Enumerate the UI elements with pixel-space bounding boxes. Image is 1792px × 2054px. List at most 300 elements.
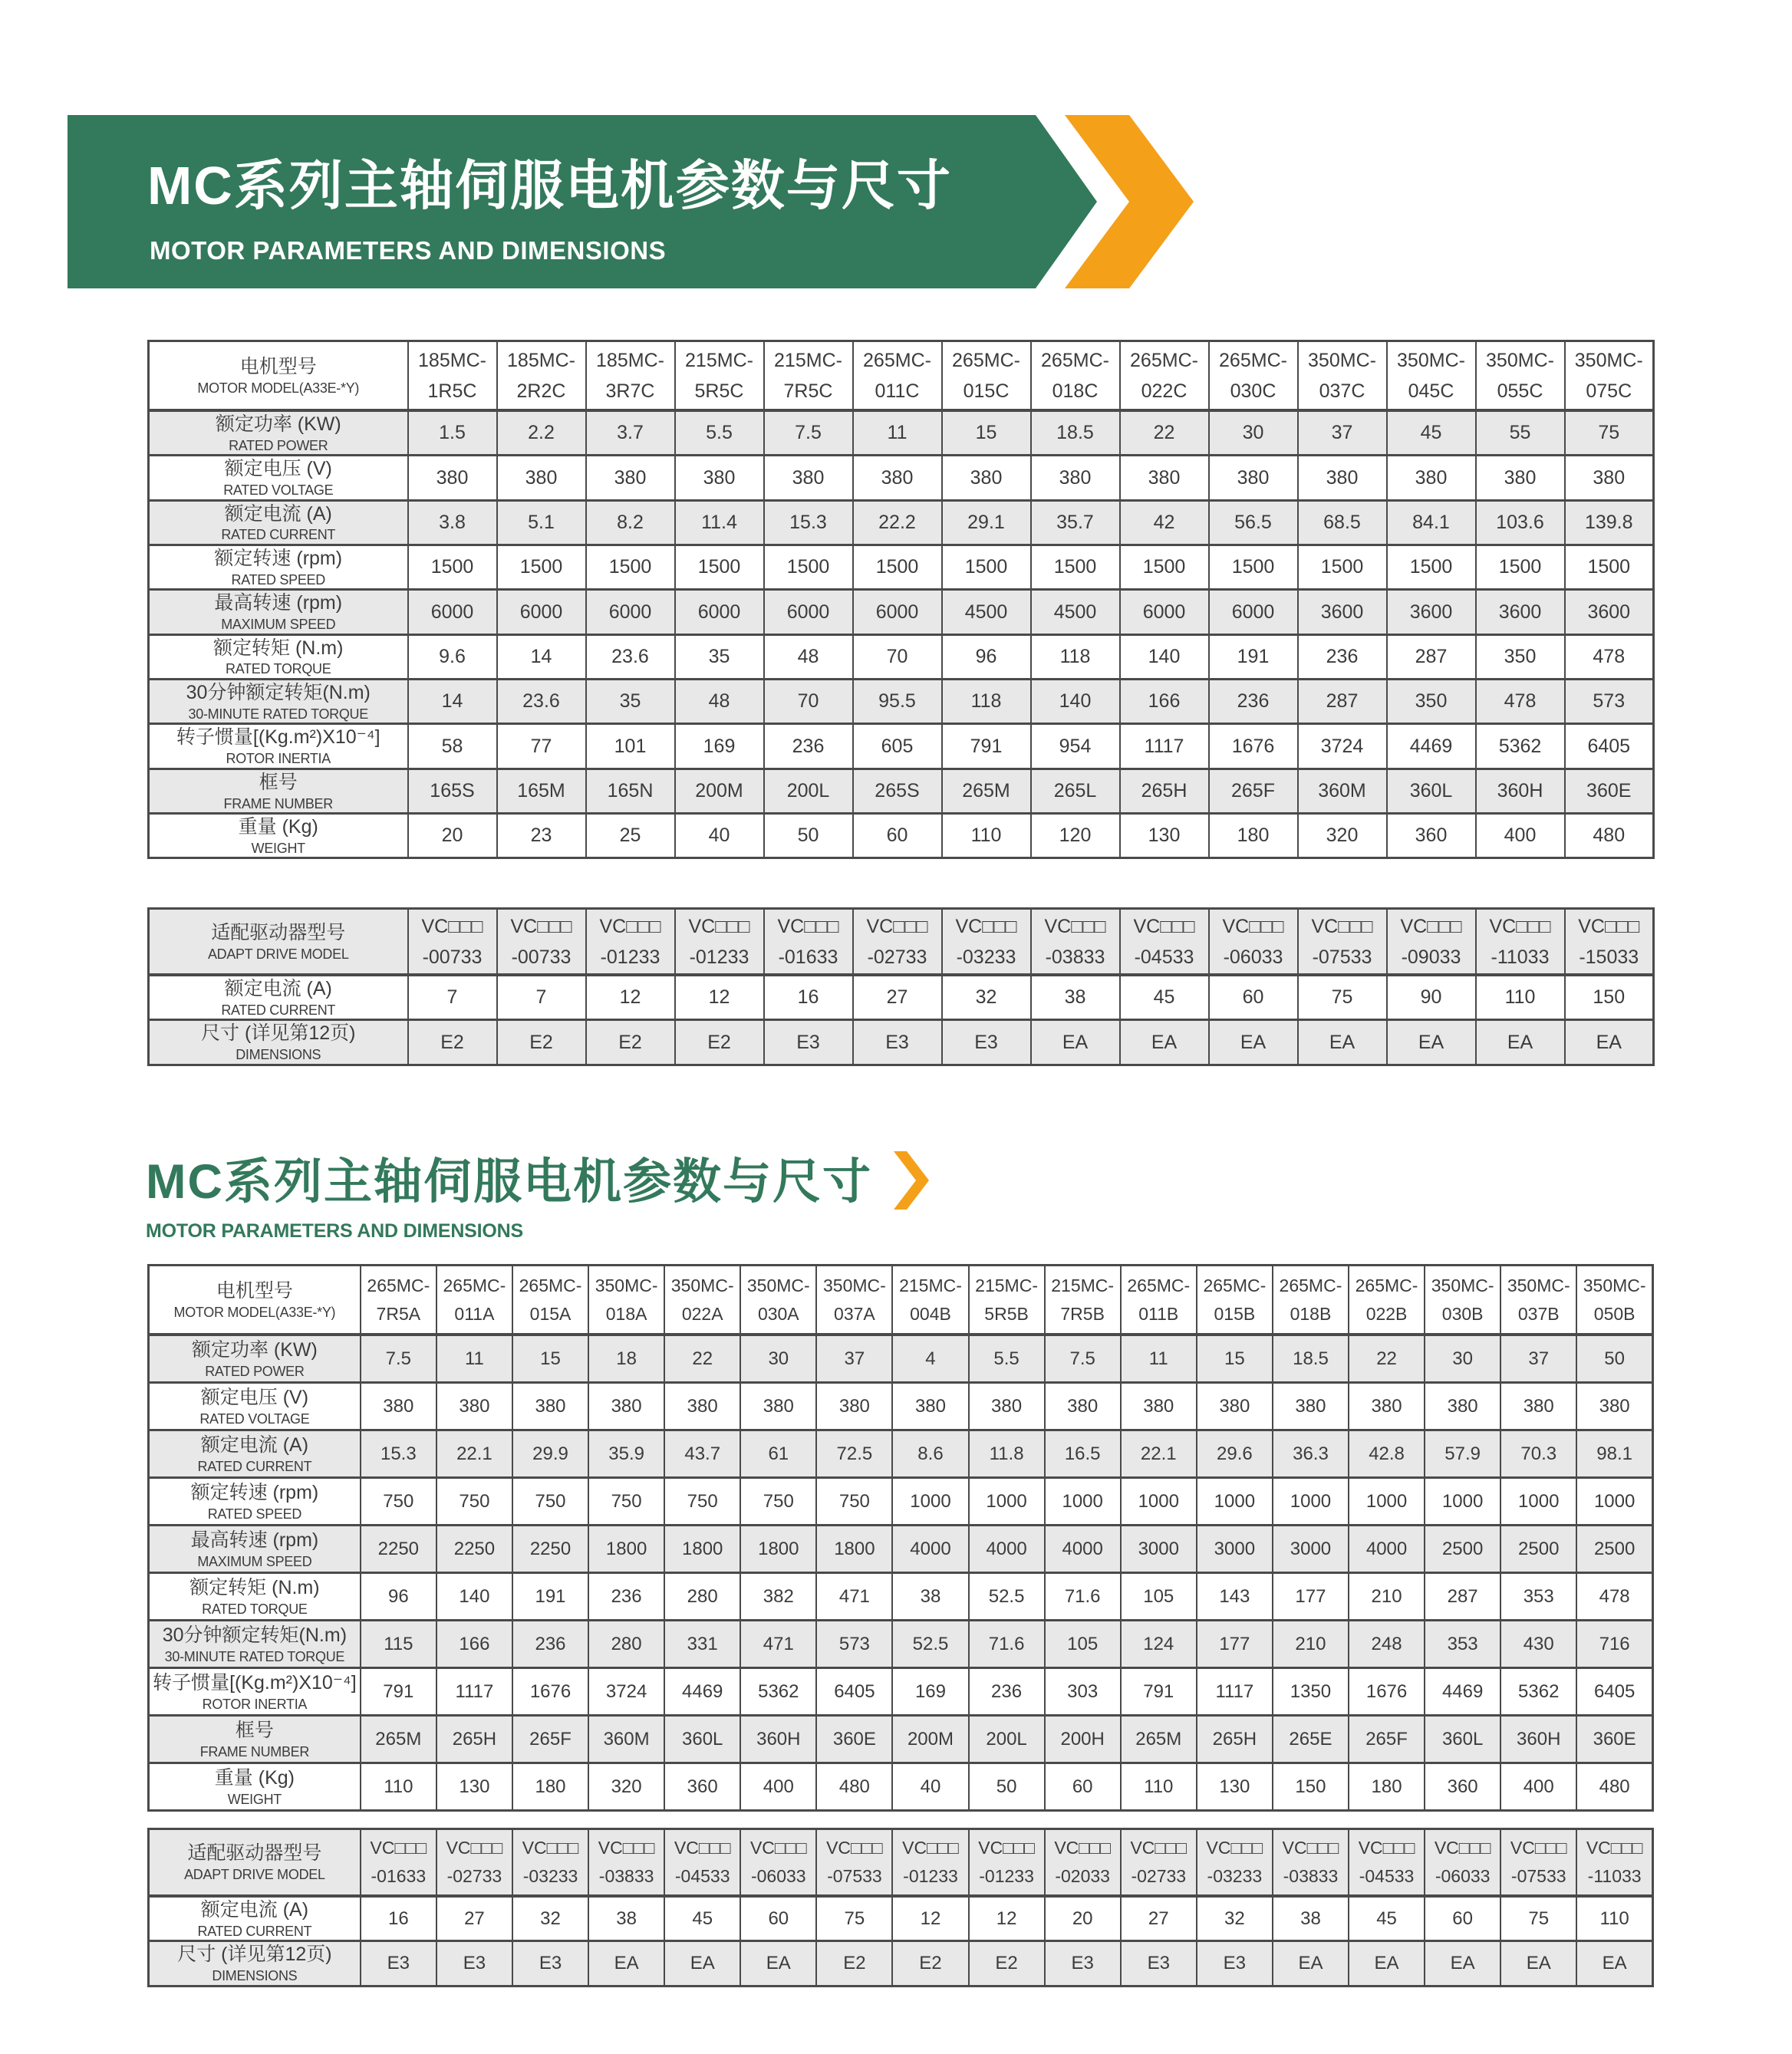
model-line-1: VC□□□ xyxy=(674,1838,731,1858)
value-cell: 98.1 xyxy=(1576,1430,1652,1478)
value-cell: 43.7 xyxy=(664,1430,740,1478)
value-cell: EA xyxy=(1120,1020,1209,1065)
value-cell: 380 xyxy=(664,1383,740,1430)
row-label-zh: 额定转速 (rpm) xyxy=(190,1481,319,1503)
value-cell: 380 xyxy=(892,1383,968,1430)
value-cell: 38 xyxy=(588,1896,664,1941)
model-line-1: VC□□□ xyxy=(370,1838,427,1858)
model-line-2: -01633 xyxy=(371,1866,427,1886)
model-line-2: 055C xyxy=(1497,380,1543,402)
value-cell: 1800 xyxy=(816,1526,892,1573)
drive-model-cell xyxy=(1425,1829,1500,1897)
table-row xyxy=(149,1668,1653,1716)
model-line-1: VC□□□ xyxy=(599,915,661,937)
value-cell: 12 xyxy=(969,1896,1045,1941)
value-cell: 120 xyxy=(1031,814,1120,858)
value-cell: 265M xyxy=(1121,1716,1197,1763)
motor-model-cell xyxy=(1349,1266,1425,1335)
row-label-en: MAXIMUM SPEED xyxy=(221,617,336,633)
value-cell: 5.5 xyxy=(969,1335,1045,1383)
row-label-cell xyxy=(149,590,408,634)
model-line-2: 7R5C xyxy=(783,380,833,402)
value-cell: 478 xyxy=(1576,1573,1652,1621)
value-cell: 3.8 xyxy=(408,500,497,545)
value-cell: 40 xyxy=(892,1763,968,1811)
row-label-cell xyxy=(149,680,408,724)
value-cell: 1500 xyxy=(408,545,497,590)
value-cell: 140 xyxy=(1031,680,1120,724)
motor-model-cell xyxy=(853,341,942,411)
value-cell: 75 xyxy=(1500,1896,1576,1941)
table-row xyxy=(149,1383,1653,1430)
value-cell: 791 xyxy=(942,724,1031,769)
value-cell: 14 xyxy=(408,680,497,724)
model-line-1: 215MC- xyxy=(774,349,842,371)
value-cell: 287 xyxy=(1387,634,1476,679)
value-cell: 2.2 xyxy=(497,410,586,456)
value-cell: 45 xyxy=(1349,1896,1425,1941)
value-cell: 1000 xyxy=(1425,1478,1500,1526)
value-cell: 58 xyxy=(408,724,497,769)
row-label-zh: 额定电压 (V) xyxy=(224,458,332,480)
value-cell: 1350 xyxy=(1273,1668,1349,1716)
value-cell: 7.5 xyxy=(764,410,853,456)
model-line-1: VC□□□ xyxy=(1586,1838,1643,1858)
value-cell: 1000 xyxy=(892,1478,968,1526)
value-cell: EA xyxy=(1298,1020,1387,1065)
row-label-zh: 额定电流 (A) xyxy=(200,1434,309,1456)
value-cell: 6405 xyxy=(1565,724,1654,769)
row-label-en: ADAPT DRIVE MODEL xyxy=(184,1867,325,1883)
value-cell: 60 xyxy=(1209,975,1298,1020)
row-label-cell xyxy=(149,1478,361,1526)
row-label-cell xyxy=(149,1430,361,1478)
value-cell: 6000 xyxy=(497,590,586,634)
value-cell: 1117 xyxy=(436,1668,512,1716)
row-label-en: WEIGHT xyxy=(251,840,305,856)
value-cell: 15 xyxy=(512,1335,588,1383)
model-line-2: 030C xyxy=(1230,380,1276,402)
model-line-2: 022A xyxy=(681,1303,723,1324)
value-cell: 11 xyxy=(436,1335,512,1383)
drive-model-cell xyxy=(1476,909,1565,976)
model-line-2: -09033 xyxy=(1401,946,1461,968)
value-cell: 7 xyxy=(497,975,586,1020)
model-line-1: 350MC- xyxy=(1308,349,1376,371)
model-line-2: -07533 xyxy=(1510,1866,1566,1886)
table-row xyxy=(149,456,1654,500)
value-cell: 750 xyxy=(361,1478,436,1526)
drive-model-cell xyxy=(586,909,675,976)
value-cell: 3724 xyxy=(1298,724,1387,769)
model-line-1: 265MC- xyxy=(952,349,1020,371)
value-cell: 265E xyxy=(1273,1716,1349,1763)
model-line-2: -03833 xyxy=(1283,1866,1339,1886)
motor-model-cell xyxy=(497,341,586,411)
model-line-1: VC□□□ xyxy=(1489,915,1551,937)
table-header-row xyxy=(149,341,1654,411)
model-line-1: VC□□□ xyxy=(777,915,839,937)
section-2-heading xyxy=(146,1143,929,1243)
model-line-1: 185MC- xyxy=(596,349,664,371)
page-subtitle: MOTOR PARAMETERS AND DIMENSIONS xyxy=(150,236,667,265)
value-cell: 380 xyxy=(1045,1383,1121,1430)
value-cell: 471 xyxy=(816,1573,892,1621)
value-cell: 200M xyxy=(675,769,764,813)
value-cell: 130 xyxy=(436,1763,512,1811)
value-cell: 22.2 xyxy=(853,500,942,545)
model-line-1: VC□□□ xyxy=(1510,1838,1567,1858)
value-cell: 1800 xyxy=(588,1526,664,1573)
model-line-1: 265MC- xyxy=(367,1275,430,1295)
model-line-2: 022C xyxy=(1141,380,1188,402)
model-line-2: 018C xyxy=(1052,380,1099,402)
value-cell: 380 xyxy=(408,456,497,500)
value-cell: 200L xyxy=(764,769,853,813)
value-cell: 380 xyxy=(942,456,1031,500)
value-cell: 130 xyxy=(1197,1763,1273,1811)
model-line-2: 5R5C xyxy=(694,380,744,402)
row-label-cell xyxy=(149,1573,361,1621)
value-cell: 3000 xyxy=(1273,1526,1349,1573)
table-row xyxy=(149,1716,1653,1763)
value-cell: 716 xyxy=(1576,1621,1652,1668)
value-cell: 5.1 xyxy=(497,500,586,545)
value-cell: 35 xyxy=(586,680,675,724)
row-label-zh: 额定电流 (A) xyxy=(200,1899,309,1921)
value-cell: EA xyxy=(1576,1941,1652,1986)
motor-model-cell xyxy=(586,341,675,411)
row-label-en: RATED POWER xyxy=(205,1363,305,1379)
model-line-1: 265MC- xyxy=(1219,349,1287,371)
value-cell: 1000 xyxy=(1349,1478,1425,1526)
model-line-2: 011A xyxy=(454,1303,495,1324)
value-cell: 22 xyxy=(1120,410,1209,456)
value-cell: 68.5 xyxy=(1298,500,1387,545)
value-cell: 42.8 xyxy=(1349,1430,1425,1478)
row-label-zh: 电机型号 xyxy=(216,1279,293,1302)
value-cell: 105 xyxy=(1121,1573,1197,1621)
value-cell: 1500 xyxy=(675,545,764,590)
value-cell: 287 xyxy=(1425,1573,1500,1621)
model-line-2: -01233 xyxy=(689,946,749,968)
row-label-en: ROTOR INERTIA xyxy=(226,751,331,767)
table-row xyxy=(149,1763,1653,1811)
model-line-1: 265MC- xyxy=(1355,1275,1418,1295)
row-label-en: RATED TORQUE xyxy=(226,661,331,677)
value-cell: 45 xyxy=(664,1896,740,1941)
value-cell: 14 xyxy=(497,634,586,679)
section-subtitle: MOTOR PARAMETERS AND DIMENSIONS xyxy=(146,1220,523,1242)
drive-model-cell xyxy=(497,909,586,976)
value-cell: 605 xyxy=(853,724,942,769)
value-cell: 15 xyxy=(942,410,1031,456)
value-cell: E3 xyxy=(764,1020,853,1065)
header-banner xyxy=(68,115,1195,288)
value-cell: 4000 xyxy=(1349,1526,1425,1573)
drive-model-cell xyxy=(1349,1829,1425,1897)
value-cell: 150 xyxy=(1565,975,1654,1020)
model-line-2: 015A xyxy=(529,1303,572,1324)
row-label-en: RATED CURRENT xyxy=(221,527,336,543)
row-label-en: DIMENSIONS xyxy=(236,1047,321,1063)
table-header-row xyxy=(149,1829,1653,1897)
row-label-cell xyxy=(149,1020,408,1065)
row-label-zh: 额定转速 (rpm) xyxy=(214,548,343,570)
row-label-en: RATED TORQUE xyxy=(202,1601,308,1617)
value-cell: 265L xyxy=(1031,769,1120,813)
motor-model-cell xyxy=(675,341,764,411)
model-line-1: VC□□□ xyxy=(1130,1838,1188,1858)
value-cell: EA xyxy=(588,1941,664,1986)
model-line-2: 015B xyxy=(1214,1303,1256,1324)
value-cell: 1000 xyxy=(1197,1478,1273,1526)
motor-model-cell xyxy=(1209,341,1298,411)
row-label-cell xyxy=(149,1941,361,1986)
value-cell: 380 xyxy=(740,1383,816,1430)
value-cell: 380 xyxy=(586,456,675,500)
model-line-2: 018B xyxy=(1290,1303,1332,1324)
motor-model-cell xyxy=(1576,1266,1652,1335)
value-cell: 380 xyxy=(1476,456,1565,500)
value-cell: 382 xyxy=(740,1573,816,1621)
model-line-2: 5R5B xyxy=(984,1303,1029,1324)
model-line-2: -03233 xyxy=(522,1866,578,1886)
drive-model-cell xyxy=(1500,1829,1576,1897)
value-cell: E2 xyxy=(497,1020,586,1065)
model-line-1: 350MC- xyxy=(1397,349,1465,371)
value-cell: 37 xyxy=(816,1335,892,1383)
value-cell: 37 xyxy=(1500,1335,1576,1383)
model-line-1: 265MC- xyxy=(1041,349,1109,371)
value-cell: 165S xyxy=(408,769,497,813)
value-cell: 360H xyxy=(1500,1716,1576,1763)
value-cell: 96 xyxy=(361,1573,436,1621)
model-line-1: VC□□□ xyxy=(1044,915,1106,937)
drive-model-cell xyxy=(1120,909,1209,976)
value-cell: 380 xyxy=(361,1383,436,1430)
model-line-1: 185MC- xyxy=(507,349,575,371)
adapt-drive-table-1 xyxy=(147,907,1655,1066)
header-label-cell xyxy=(149,909,408,976)
value-cell: EA xyxy=(664,1941,740,1986)
value-cell: 29.9 xyxy=(512,1430,588,1478)
model-line-1: 215MC- xyxy=(975,1275,1038,1295)
value-cell: 2250 xyxy=(436,1526,512,1573)
value-cell: E3 xyxy=(361,1941,436,1986)
value-cell: 380 xyxy=(1197,1383,1273,1430)
row-label-cell xyxy=(149,769,408,813)
value-cell: 22 xyxy=(664,1335,740,1383)
header-label-cell xyxy=(149,341,408,411)
value-cell: 1117 xyxy=(1120,724,1209,769)
row-label-zh: 适配驱动器型号 xyxy=(211,921,346,943)
value-cell: 32 xyxy=(512,1896,588,1941)
value-cell: 265M xyxy=(361,1716,436,1763)
value-cell: 750 xyxy=(512,1478,588,1526)
value-cell: 1800 xyxy=(664,1526,740,1573)
value-cell: 400 xyxy=(1500,1763,1576,1811)
value-cell: 380 xyxy=(1120,456,1209,500)
value-cell: 16.5 xyxy=(1045,1430,1121,1478)
value-cell: 77 xyxy=(497,724,586,769)
value-cell: 1500 xyxy=(764,545,853,590)
value-cell: 3.7 xyxy=(586,410,675,456)
value-cell: 750 xyxy=(588,1478,664,1526)
value-cell: 22.1 xyxy=(1121,1430,1197,1478)
motor-model-cell xyxy=(361,1266,436,1335)
value-cell: 140 xyxy=(1120,634,1209,679)
section-title: MC系列主轴伺服电机参数与尺寸 xyxy=(146,1155,872,1209)
value-cell: 7.5 xyxy=(361,1335,436,1383)
motor-model-cell xyxy=(1045,1266,1121,1335)
value-cell: 90 xyxy=(1387,975,1476,1020)
model-line-2: -03833 xyxy=(1045,946,1105,968)
value-cell: 573 xyxy=(1565,680,1654,724)
value-cell: 38 xyxy=(1273,1896,1349,1941)
value-cell: 1500 xyxy=(1031,545,1120,590)
value-cell: 5.5 xyxy=(675,410,764,456)
motor-model-cell xyxy=(1121,1266,1197,1335)
value-cell: 320 xyxy=(588,1763,664,1811)
value-cell: 12 xyxy=(675,975,764,1020)
value-cell: 12 xyxy=(892,1896,968,1941)
value-cell: 56.5 xyxy=(1209,500,1298,545)
value-cell: 331 xyxy=(664,1621,740,1668)
value-cell: 60 xyxy=(1045,1763,1121,1811)
row-label-zh: 重量 (Kg) xyxy=(214,1766,295,1789)
model-line-1: 350MC- xyxy=(670,1275,734,1295)
value-cell: 265H xyxy=(436,1716,512,1763)
model-line-2: 7R5A xyxy=(376,1303,421,1324)
row-label-zh: 尺寸 (详见第12页) xyxy=(201,1022,356,1045)
header-label-cell xyxy=(149,1266,361,1335)
drive-model-cell xyxy=(1209,909,1298,976)
value-cell: 36.3 xyxy=(1273,1430,1349,1478)
drive-model-cell xyxy=(512,1829,588,1897)
value-cell: 177 xyxy=(1197,1621,1273,1668)
value-cell: 15.3 xyxy=(764,500,853,545)
model-line-1: VC□□□ xyxy=(421,915,483,937)
value-cell: 110 xyxy=(361,1763,436,1811)
value-cell: EA xyxy=(1500,1941,1576,1986)
value-cell: 1676 xyxy=(1209,724,1298,769)
value-cell: 23.6 xyxy=(497,680,586,724)
value-cell: 37 xyxy=(1298,410,1387,456)
section-chevron-icon xyxy=(894,1151,929,1210)
value-cell: 380 xyxy=(588,1383,664,1430)
value-cell: 27 xyxy=(853,975,942,1020)
model-line-1: VC□□□ xyxy=(1311,915,1373,937)
value-cell: 30 xyxy=(1209,410,1298,456)
value-cell: 6000 xyxy=(1209,590,1298,634)
value-cell: 791 xyxy=(1121,1668,1197,1716)
row-label-en: RATED SPEED xyxy=(207,1506,302,1522)
value-cell: 60 xyxy=(853,814,942,858)
model-line-2: -15033 xyxy=(1579,946,1639,968)
value-cell: 11.4 xyxy=(675,500,764,545)
value-cell: 5362 xyxy=(740,1668,816,1716)
model-line-1: VC□□□ xyxy=(826,1838,883,1858)
value-cell: 42 xyxy=(1120,500,1209,545)
model-line-1: VC□□□ xyxy=(522,1838,579,1858)
value-cell: 360H xyxy=(1476,769,1565,813)
value-cell: 180 xyxy=(1349,1763,1425,1811)
model-line-2: 030B xyxy=(1441,1303,1484,1324)
model-line-2: 015C xyxy=(963,380,1010,402)
value-cell: 55 xyxy=(1476,410,1565,456)
model-line-1: 265MC- xyxy=(1127,1275,1191,1295)
model-line-2: -02733 xyxy=(867,946,927,968)
model-line-2: -07533 xyxy=(1312,946,1372,968)
value-cell: 1500 xyxy=(1476,545,1565,590)
value-cell: 3000 xyxy=(1197,1526,1273,1573)
model-line-1: VC□□□ xyxy=(1400,915,1462,937)
value-cell: E3 xyxy=(512,1941,588,1986)
value-cell: EA xyxy=(1349,1941,1425,1986)
value-cell: 5362 xyxy=(1500,1668,1576,1716)
row-label-zh: 框号 xyxy=(259,771,298,793)
value-cell: 380 xyxy=(1576,1383,1652,1430)
value-cell: 360 xyxy=(664,1763,740,1811)
value-cell: 478 xyxy=(1476,680,1565,724)
value-cell: 18 xyxy=(588,1335,664,1383)
row-label-en: ROTOR INERTIA xyxy=(202,1696,308,1712)
drive-model-cell xyxy=(408,909,497,976)
model-line-1: 215MC- xyxy=(1051,1275,1115,1295)
table-row xyxy=(149,724,1654,769)
value-cell: 30 xyxy=(1425,1335,1500,1383)
value-cell: EA xyxy=(1273,1941,1349,1986)
model-line-2: -06033 xyxy=(750,1866,806,1886)
value-cell: 236 xyxy=(1209,680,1298,724)
value-cell: 1000 xyxy=(1273,1478,1349,1526)
model-line-2: 045C xyxy=(1408,380,1454,402)
value-cell: 1500 xyxy=(586,545,675,590)
row-label-cell xyxy=(149,1526,361,1573)
value-cell: 4000 xyxy=(892,1526,968,1573)
table-row xyxy=(149,1573,1653,1621)
value-cell: 75 xyxy=(816,1896,892,1941)
value-cell: 265F xyxy=(1209,769,1298,813)
value-cell: 380 xyxy=(1298,456,1387,500)
value-cell: 4469 xyxy=(1425,1668,1500,1716)
value-cell: 1000 xyxy=(969,1478,1045,1526)
model-line-1: VC□□□ xyxy=(866,915,928,937)
value-cell: 18.5 xyxy=(1031,410,1120,456)
model-line-1: 215MC- xyxy=(685,349,753,371)
value-cell: 105 xyxy=(1045,1621,1121,1668)
motor-model-cell xyxy=(588,1266,664,1335)
value-cell: 8.6 xyxy=(892,1430,968,1478)
value-cell: 480 xyxy=(1565,814,1654,858)
row-label-zh: 额定电流 (A) xyxy=(224,978,332,999)
model-line-1: 350MC- xyxy=(822,1275,886,1295)
model-line-1: VC□□□ xyxy=(902,1838,959,1858)
value-cell: EA xyxy=(1476,1020,1565,1065)
motor-model-cell xyxy=(1031,341,1120,411)
value-cell: E2 xyxy=(892,1941,968,1986)
value-cell: 265M xyxy=(942,769,1031,813)
motor-model-cell xyxy=(1298,341,1387,411)
value-cell: 70 xyxy=(764,680,853,724)
value-cell: 353 xyxy=(1425,1621,1500,1668)
value-cell: 115 xyxy=(361,1621,436,1668)
value-cell: 360E xyxy=(1565,769,1654,813)
value-cell: 750 xyxy=(740,1478,816,1526)
value-cell: 130 xyxy=(1120,814,1209,858)
value-cell: 236 xyxy=(764,724,853,769)
